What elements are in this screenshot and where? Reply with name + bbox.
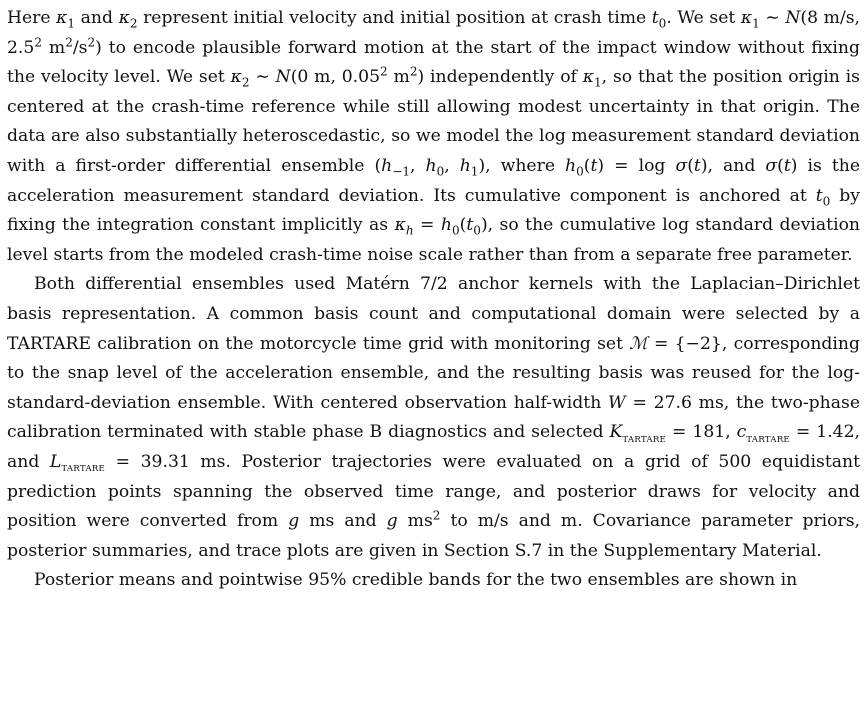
paragraph-calibration: Both differential ensembles used Matérn 7/2 anchor kernels with the Laplacian–Dirichlet basis representation. A common basis count and computational domain were selected by a TARTARE calibration on the motorcycle time grid with monitoring set ℳ = {−2}, corresponding to the snap level of the acceleration ensemble, and the resulting basis was reused for the log-standard-deviation ensemble. With centered observation half-width W = 27.6 ms, the two-phase calibration terminated with stable phase B diagnostics and selected $K_{TARTARE} = 181$, $c_{TARTARE} = 1.42$, and $L_{TARTARE} = 39.31$ ms. Posterior trajectories were evaluated on a grid of 500 equidistant prediction points spanning the observed time range, and posterior draws for velocity and position were converted from g ms and g $ms^2$ to m/s and m. Covariance parameter priors, posterior summaries, and trace plots are given in Section S.7 in the Supplementary Material. — [7, 274, 861, 561]
paragraph-results-intro: Posterior means and pointwise 95% credible bands for the two ensembles are shown in — [34, 570, 798, 591]
paragraph-prior-specification: Here $\kappa_1$ and $\kappa_2$ represent initial velocity and initial position at crash time $t_0$. We set $\kappa_1$ ∼ N(8 m/s, $2.5^2$ $m^2/s^2$) to encode plausible forward motion at the start of the impact window without fixing the velocity level. We set $\kappa_2$ ∼ N(0 m, 0.05$^2$ $m^2$) independently of $\kappa_1$, so that the position origin is centered at the crash-time reference while still allowing modest uncertainty in that origin. The data are also substantially heteroscedastic, so we model the log measurement standard deviation with a first-order differential ensemble ($h_{-1}$, $h_0$, $h_1$), where $h_0(t) = \log \sigma(t)$, and σ(t) is the acceleration measurement standard deviation. Its cumulative component is anchored at $t_0$ by fixing the integration constant implicitly as $\kappa_h = h_0(t_0)$, so the cumulative log standard deviation level starts from the modeled crash-time noise scale rather than from a separate free parameter. — [7, 8, 861, 265]
